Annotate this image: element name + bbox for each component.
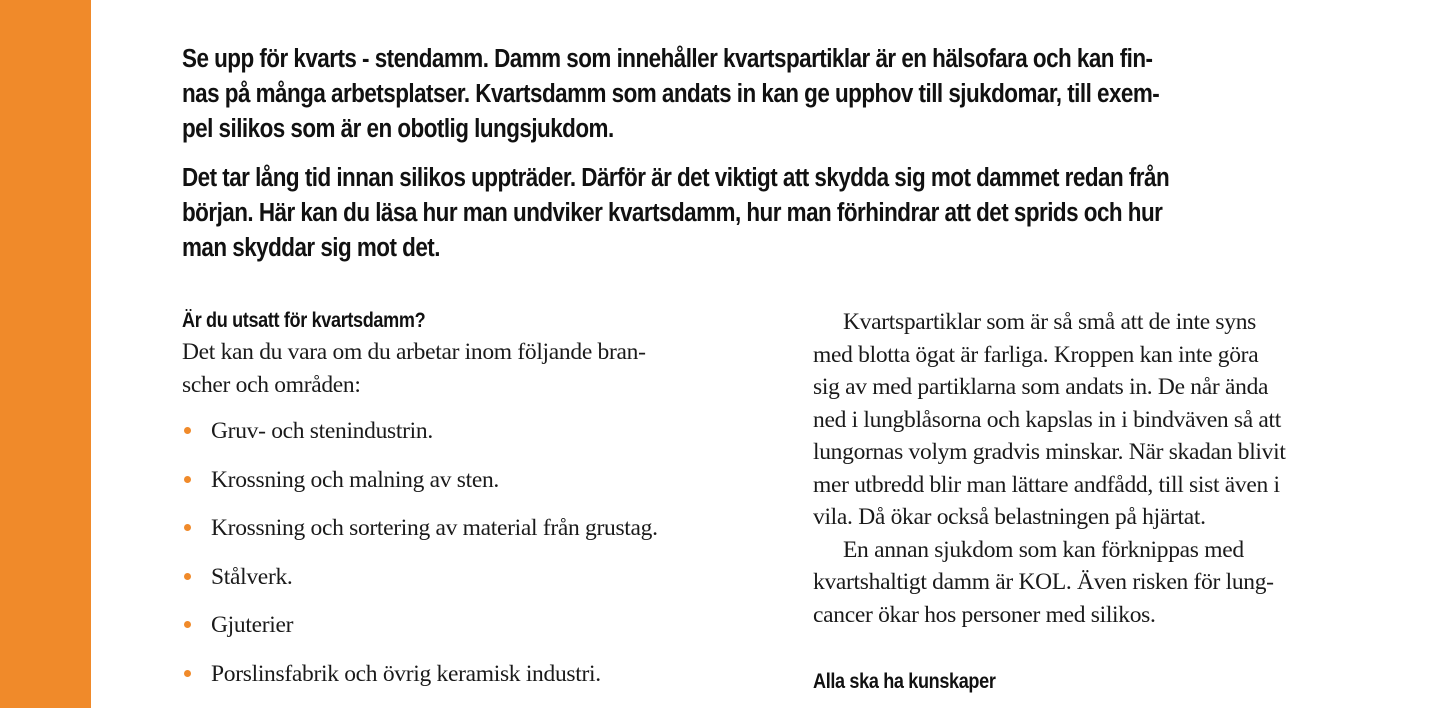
- right-column: [813, 306, 1413, 697]
- bullet-icon: [184, 427, 191, 434]
- intro-line: Se upp för kvarts - stendamm. Damm som innehåller kvartspartiklar är en hälsofara och kan fin-: [182, 45, 1153, 73]
- list-item: [182, 601, 772, 650]
- list-item: [182, 650, 772, 699]
- list-item-label: Gruv- och stenindustrin.: [211, 418, 433, 444]
- intro-line: man skyddar sig mot det.: [182, 234, 440, 262]
- bullet-icon: [184, 573, 191, 580]
- list-item-label: Krossning och sortering av material från grustag.: [211, 515, 658, 541]
- kol-paragraph: [813, 534, 1413, 632]
- list-item-label: Krossning och malning av sten.: [211, 466, 499, 493]
- text-line: med blotta ögat är farliga. Kroppen kan inte göra: [813, 341, 1259, 368]
- bullet-icon: [184, 476, 191, 483]
- list-item: [182, 407, 772, 456]
- text-line: lungornas volym gradvis minskar. När skadan blivit: [813, 439, 1286, 465]
- list-item: [182, 504, 772, 553]
- list-item: [182, 456, 772, 505]
- text-line: Det kan du vara om du arbetar inom följande bran-: [182, 339, 646, 365]
- intro-line: nas på många arbetsplatser. Kvartsdamm som andats in kan ge upphov till sjukdomar, till exem-: [182, 80, 1160, 108]
- intro-paragraph-2: [182, 161, 1238, 266]
- industry-list: [182, 407, 772, 698]
- bullet-icon: [184, 621, 191, 628]
- intro-line: pel silikos som är en obotlig lungsjukdom.: [182, 115, 614, 143]
- intro-paragraph-1: [182, 42, 1238, 147]
- intro-line: Det tar lång tid innan silikos uppträder. Därför är det viktigt att skydda sig mot dammet redan från: [182, 164, 1170, 192]
- text-line: cancer ökar hos personer med silikos.: [813, 601, 1156, 628]
- text-line: kvartshaltigt damm är KOL. Även risken för lung-: [813, 569, 1274, 595]
- intro-line: början. Här kan du läsa hur man undviker kvartsdamm, hur man förhindrar att det sprids och hur: [182, 199, 1163, 227]
- bullet-icon: [184, 524, 191, 531]
- knowledge-heading: Alla ska ha kunskaper: [813, 670, 996, 693]
- bullet-icon: [184, 670, 191, 677]
- text-line: Kvartspartiklar som är så små att de inte syns: [843, 309, 1257, 335]
- list-item-label: Porslinsfabrik och övrig keramisk industri.: [211, 660, 601, 687]
- text-line: ned i lungblåsorna och kapslas in i bindväven så att: [813, 406, 1281, 433]
- text-line: mer utbredd blir man lättare andfådd, till sist även i: [813, 471, 1280, 498]
- text-line: vila. Då ökar också belastningen på hjärtat.: [813, 504, 1206, 530]
- list-item-label: Stålverk.: [211, 563, 293, 590]
- orange-side-bar: [0, 0, 91, 708]
- left-column: [182, 306, 772, 698]
- health-effects-paragraph: [813, 306, 1413, 534]
- exposure-intro-text: [182, 336, 772, 401]
- list-item: [182, 553, 772, 602]
- text-line: sig av med partiklarna som andats in. De når ända: [813, 374, 1269, 400]
- text-line: En annan sjukdom som kan förknippas med: [843, 536, 1244, 563]
- exposure-heading: Är du utsatt för kvartsdamm?: [182, 309, 426, 332]
- text-line: scher och områden:: [182, 371, 361, 398]
- list-item-label: Gjuterier: [211, 612, 294, 638]
- intro-text: [182, 42, 1238, 266]
